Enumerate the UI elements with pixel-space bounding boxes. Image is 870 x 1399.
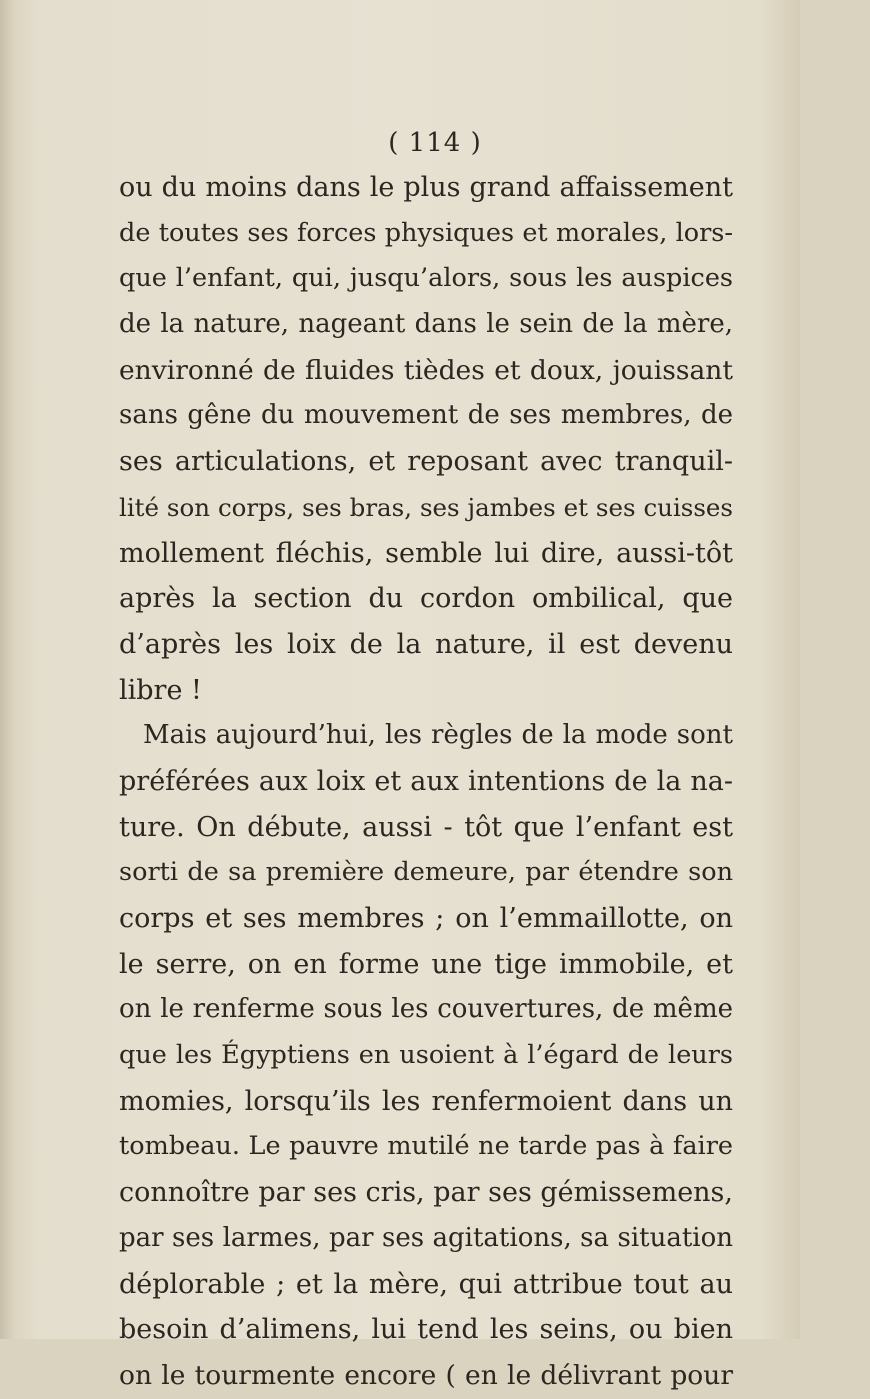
page-number: ( 114 ) — [388, 128, 482, 158]
text-line: d’après les loix de la nature, il est devenu — [119, 628, 733, 660]
text-line: que les Égyptiens en usoient à l’égard de leurs — [119, 1040, 733, 1071]
text-line: sans gêne du mouvement de ses membres, de — [119, 400, 733, 431]
text-line: tombeau. Le pauvre mutilé ne tarde pas à faire — [119, 1131, 733, 1162]
text-line: Mais aujourd’hui, les règles de la mode sont — [143, 720, 733, 751]
text-line: préférées aux loix et aux intentions de la na- — [119, 765, 733, 797]
text-line: environné de fluides tièdes et doux, jouissant — [119, 354, 733, 386]
text-line: on le renferme sous les couvertures, de même — [119, 994, 733, 1025]
text-line: de toutes ses forces physiques et morales, lors- — [119, 217, 733, 248]
text-line: sorti de sa première demeure, par étendre son — [119, 857, 733, 888]
body-text — [119, 165, 733, 1399]
text-line: ture. On débute, aussi - tôt que l’enfant est — [119, 811, 733, 843]
text-line: besoin d’alimens, lui tend les seins, ou bien — [119, 1314, 733, 1346]
text-line: de la nature, nageant dans le sein de la mère, — [119, 309, 733, 340]
text-line: libre ! — [119, 674, 202, 706]
text-line: ses articulations, et reposant avec tranquil- — [119, 446, 733, 478]
text-line: après la section du cordon ombilical, que — [119, 583, 733, 615]
text-line: le serre, on en forme une tige immobile, et — [119, 948, 733, 980]
text-line: par ses larmes, par ses agitations, sa situation — [119, 1222, 733, 1253]
text-line: connoître par ses cris, par ses gémissemens, — [119, 1177, 733, 1209]
text-line: on le tourmente encore ( en le délivrant pour — [119, 1359, 733, 1391]
text-line: que l’enfant, qui, jusqu’alors, sous les auspices — [119, 263, 733, 294]
text-line: momies, lorsqu’ils les renfermoient dans un — [119, 1085, 733, 1117]
text-line: mollement fléchis, semble lui dire, aussi-tôt — [119, 537, 733, 569]
text-line: ou du moins dans le plus grand affaissement — [119, 172, 733, 203]
text-line: lité son corps, ses bras, ses jambes et ses cuisses — [119, 492, 733, 522]
text-line: corps et ses membres ; on l’emmaillotte, on — [119, 903, 733, 934]
text-line: déplorable ; et la mère, qui attribue tout au — [119, 1268, 733, 1300]
